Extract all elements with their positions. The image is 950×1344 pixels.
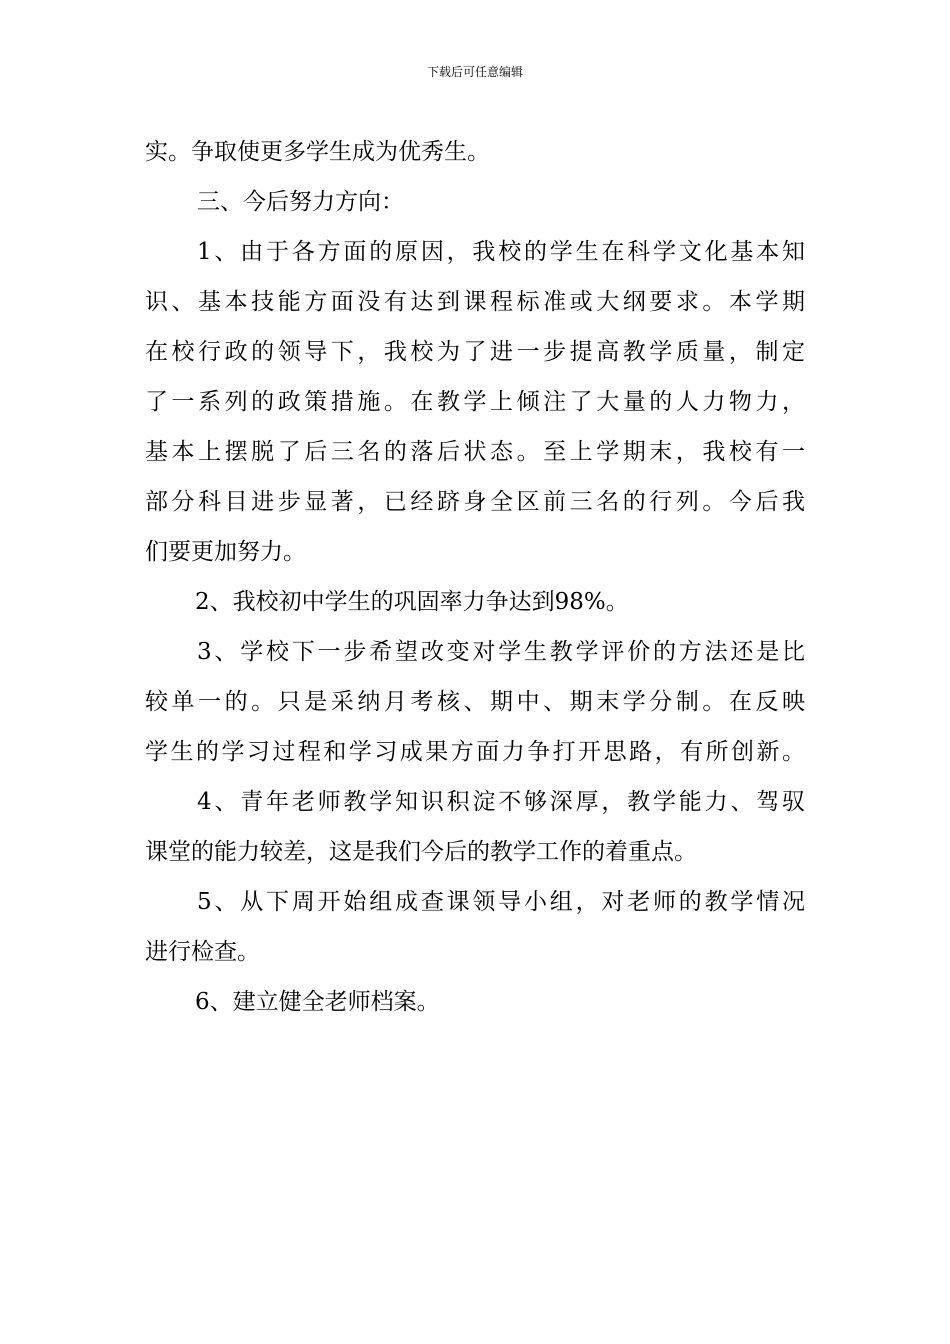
text-line: 基本上摆脱了后三名的落后状态。至上学期末，我校有一 [145,439,805,465]
text-line: 5、从下周开始组成查课领导小组，对老师的教学情况 [197,889,805,915]
document-body [145,127,805,1027]
text-line: 部分科目进步显著，已经跻身全区前三名的行列。今后我 [145,489,805,515]
text-line: 学生的学习过程和学习成果方面力争打开思路，有所创新。 [145,739,805,765]
text-line: 实。争取使更多学生成为优秀生。 [145,139,490,165]
text-line: 6、建立健全老师档案。 [195,989,440,1015]
text-line: 们要更加努力。 [145,539,306,565]
text-line: 4、青年老师教学知识积淀不够深厚，教学能力、驾驭 [197,789,805,815]
text-line: 较单一的。只是采纳月考核、期中、期末学分制。在反映 [145,689,805,715]
page-header: 下载后可任意编辑 [426,65,523,79]
text-line: 了一系列的政策措施。在教学上倾注了大量的人力物力， [145,389,805,415]
text-line: 课堂的能力较差，这是我们今后的教学工作的着重点。 [145,839,697,865]
text-line: 进行检查。 [145,939,260,965]
text-line: 3、学校下一步希望改变对学生教学评价的方法还是比 [197,639,805,665]
section-heading: 三、今后努力方向： [197,189,404,215]
text-line: 2、我校初中学生的巩固率力争达到98%。 [195,589,629,615]
text-line: 1、由于各方面的原因，我校的学生在科学文化基本知 [197,239,805,265]
text-line: 在校行政的领导下，我校为了进一步提高教学质量，制定 [145,339,805,365]
text-line: 识、基本技能方面没有达到课程标准或大纲要求。本学期 [145,289,805,315]
